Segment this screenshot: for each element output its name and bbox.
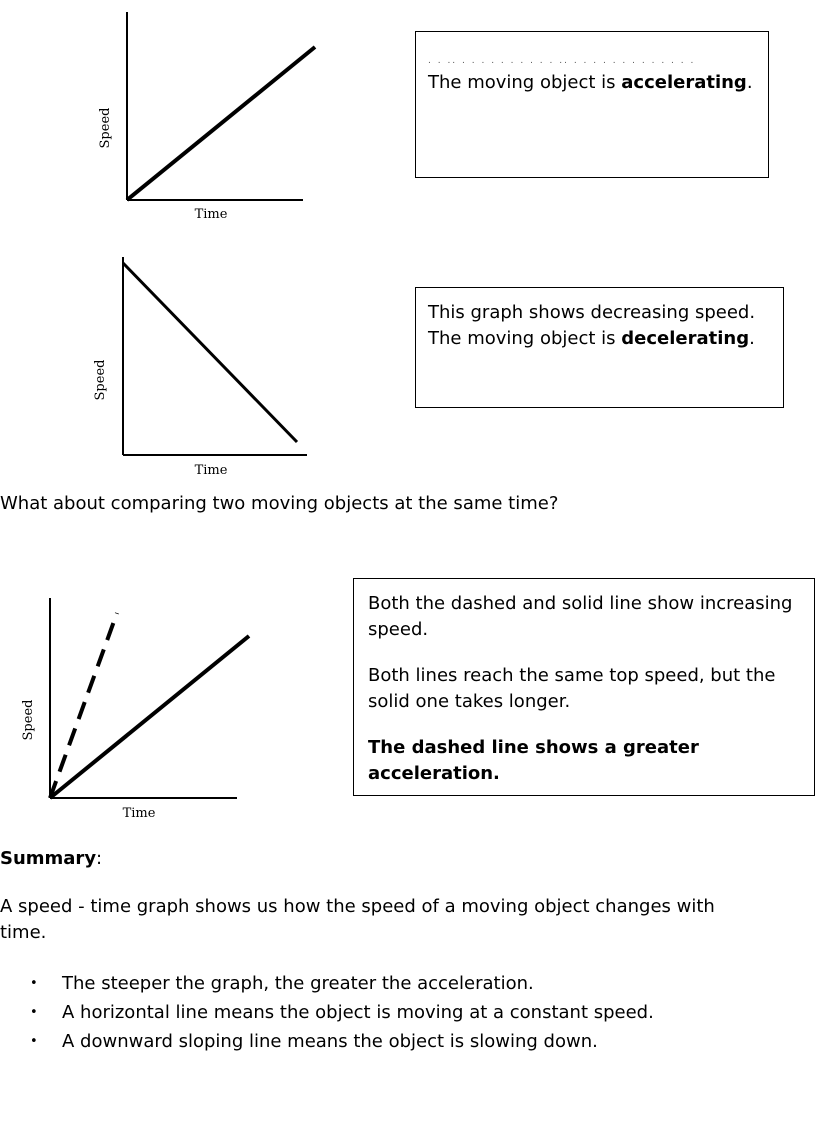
graph-comparison	[0, 590, 340, 830]
speed-line-decreasing	[123, 263, 297, 442]
summary-intro: A speed - time graph shows us how the speed of a moving object changes with time.	[0, 896, 715, 943]
caption-box-decelerating	[415, 287, 784, 408]
comparison-para-conclusion: The dashed line shows a greater acceleration.	[368, 737, 699, 784]
summary-bullet: • A downward sloping line means the object is slowing down.	[0, 1027, 800, 1056]
graph-decelerating	[0, 250, 340, 490]
graph-accelerating	[0, 0, 340, 240]
x-axis-label: Time	[194, 463, 228, 478]
y-axis-label: Speed	[98, 107, 113, 149]
keyword-accelerating: accelerating	[621, 72, 747, 93]
caption-box-accelerating	[415, 31, 769, 178]
faint-text-line: . . .. . . . . . . . . . . .. . . . . . . . . . . . . .	[428, 56, 696, 66]
summary-bullet: • The steeper the graph, the greater the acceleration.	[0, 969, 800, 998]
keyword-decelerating: decelerating	[621, 328, 750, 349]
x-axis-label: Time	[194, 207, 228, 222]
summary-heading: Summary:	[0, 848, 103, 869]
comparison-question: What about comparing two moving objects at the same time?	[0, 493, 559, 514]
caption-line-decelerating: The moving object is decelerating.	[428, 328, 755, 349]
y-axis-label: Speed	[93, 359, 108, 401]
y-axis-label: Speed	[21, 699, 36, 741]
summary-list	[0, 969, 800, 1056]
comparison-para-top-speed: Both lines reach the same top speed, but the solid one takes longer.	[368, 665, 776, 712]
caption-box-comparison	[353, 578, 815, 796]
speed-line-increasing	[127, 47, 315, 200]
summary-bullet: • A horizontal line means the object is moving at a constant speed.	[0, 998, 800, 1027]
x-axis-label: Time	[122, 806, 156, 821]
caption-line-decreasing-speed: This graph shows decreasing speed.	[428, 302, 756, 323]
caption-line-accelerating: The moving object is accelerating.	[428, 72, 753, 93]
comparison-para-increasing: Both the dashed and solid line show increasing speed.	[368, 593, 793, 640]
